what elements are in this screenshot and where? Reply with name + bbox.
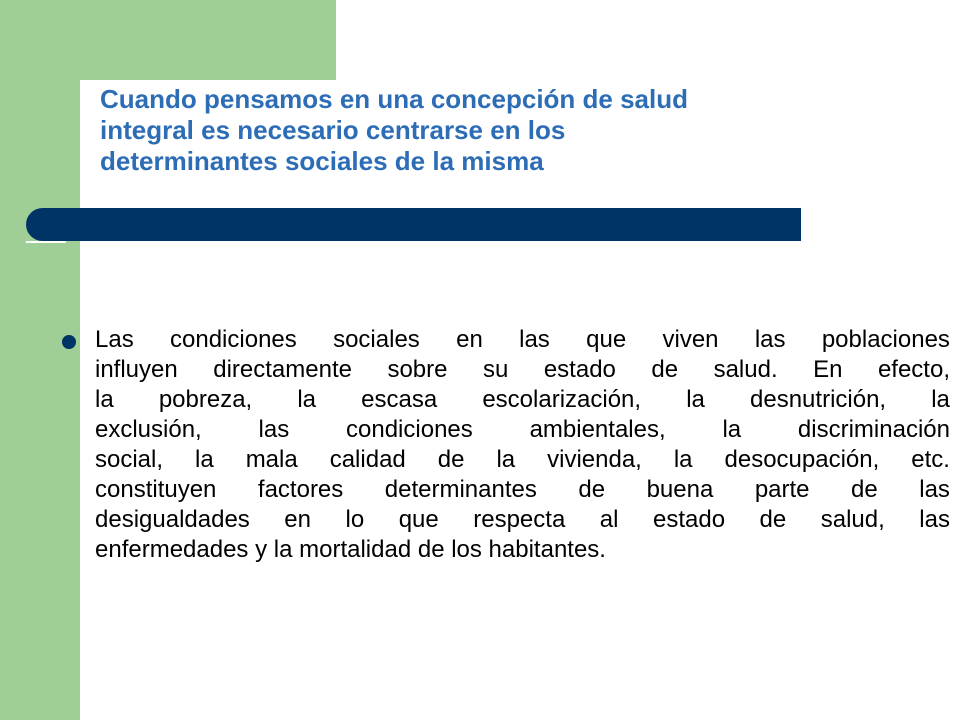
bullet-line-6 — [95, 475, 950, 505]
word: estado — [543, 356, 616, 383]
word: sobre — [387, 356, 448, 383]
word: etc. — [911, 446, 950, 473]
bullet-item — [60, 325, 950, 565]
word: factores — [257, 476, 344, 503]
word: poblaciones — [821, 326, 950, 353]
word: desigualdades — [95, 506, 250, 533]
word: desocupación, — [724, 446, 880, 473]
word: viven — [662, 326, 719, 353]
top-green-block — [80, 0, 336, 80]
word: directamente — [213, 356, 352, 383]
word: la — [686, 386, 705, 413]
title-line-1: Cuando pensamos en una concepción de salud — [100, 84, 688, 114]
bullet-line-1 — [95, 325, 950, 355]
word: de — [437, 446, 465, 473]
title-line-3: determinantes sociales de la misma — [100, 146, 544, 176]
word: de — [651, 356, 679, 383]
word: constituyen — [95, 476, 217, 503]
word: la — [496, 446, 516, 473]
word: las — [519, 326, 550, 353]
word: la — [95, 386, 114, 413]
bullet-text — [95, 325, 950, 565]
word: las — [258, 416, 290, 443]
word: pobreza, — [158, 386, 253, 413]
bullet-line-2 — [95, 355, 950, 385]
word: en — [456, 326, 483, 353]
bullet-list — [60, 325, 950, 565]
bullet-line-8: enfermedades y la mortalidad de los habitantes. — [95, 536, 606, 563]
word: de — [759, 506, 787, 533]
word: vivienda, — [547, 446, 642, 473]
word: la — [722, 416, 742, 443]
word: respecta — [473, 506, 566, 533]
word: condiciones — [170, 326, 297, 353]
slide-title — [100, 84, 860, 177]
word: en — [284, 506, 311, 533]
word: escolarización, — [482, 386, 642, 413]
word: la — [195, 446, 214, 473]
title-bar-notch — [26, 241, 66, 243]
word: las — [919, 506, 950, 533]
word: efecto, — [877, 356, 950, 383]
word: la — [931, 386, 950, 413]
word: salud. — [713, 356, 778, 383]
bullet-line-7 — [95, 505, 950, 535]
word: que — [586, 326, 627, 353]
bullet-line-5 — [95, 445, 950, 475]
word: exclusión, — [95, 416, 202, 443]
word: Las — [95, 326, 134, 353]
word: condiciones — [346, 416, 473, 443]
word: ambientales, — [529, 416, 666, 443]
word: influyen — [95, 356, 178, 383]
word: calidad — [329, 446, 406, 473]
word: la — [297, 386, 317, 413]
word: escasa — [361, 386, 438, 413]
word: parte — [754, 476, 810, 503]
bullet-line-3 — [95, 385, 950, 415]
word: En — [813, 356, 843, 383]
word: las — [919, 476, 950, 503]
word: desnutrición, — [750, 386, 887, 413]
word: salud, — [820, 506, 885, 533]
word: estado — [652, 506, 726, 533]
word: lo — [345, 506, 365, 533]
word: sociales — [333, 326, 420, 353]
word: de — [851, 476, 878, 503]
word: mala — [245, 446, 298, 473]
word: que — [398, 506, 439, 533]
word: al — [599, 506, 619, 533]
word: las — [754, 326, 786, 353]
word: buena — [646, 476, 714, 503]
title-underline-bar — [26, 208, 801, 241]
bullet-line-4 — [95, 415, 950, 445]
title-line-2: integral es necesario centrarse en los — [100, 115, 566, 145]
word: determinantes — [384, 476, 537, 503]
word: de — [578, 476, 606, 503]
word: la — [673, 446, 693, 473]
word: discriminación — [797, 416, 950, 443]
word: su — [482, 356, 509, 383]
word: social, — [95, 446, 164, 473]
bullet-dot-icon — [62, 335, 76, 349]
